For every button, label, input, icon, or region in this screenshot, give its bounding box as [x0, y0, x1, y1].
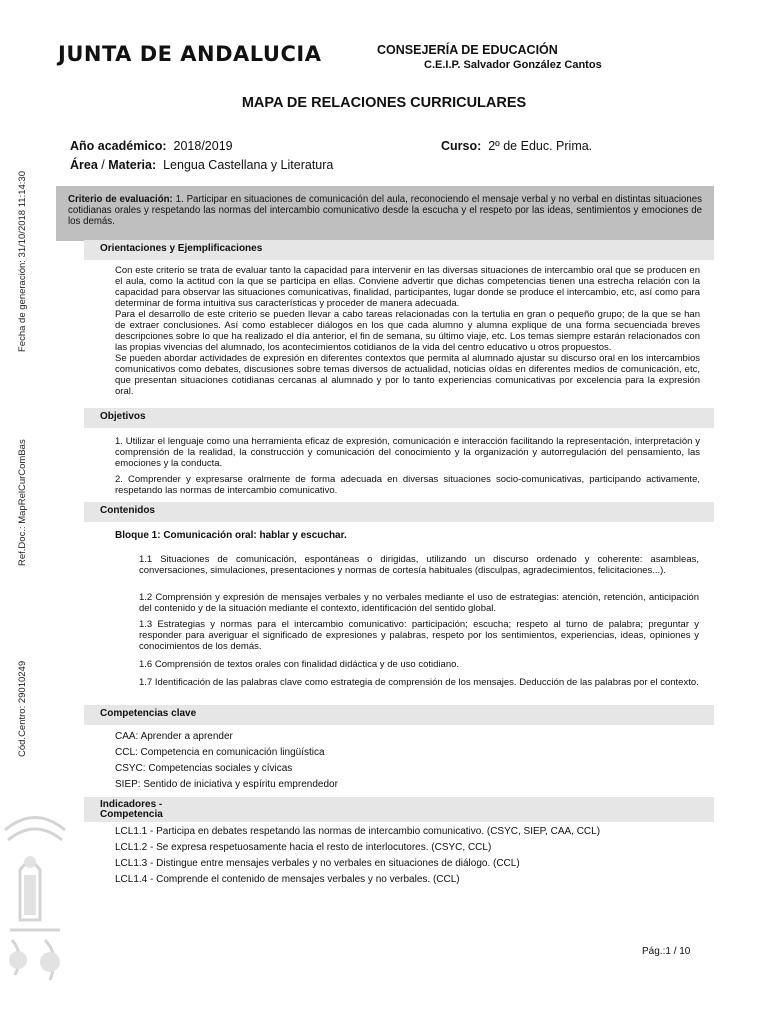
indicador-item: LCL1.4 - Comprende el contenido de mensajes verbales y no verbales. (CCL): [115, 874, 460, 885]
school-name: C.E.I.P. Salvador González Cantos: [424, 59, 602, 71]
document-reference: Ref.Doc.: MapRelCurComBas: [17, 439, 28, 566]
competencia-item: CSYC: Competencias sociales y cívicas: [115, 763, 293, 774]
objetivo-item: 2. Comprender y expresarse oralmente de forma adecuada en diversas situaciones socio-comunicativas, participando activamente, respetando las normas de intercambio comunicativo.: [115, 474, 700, 496]
area-separator: /: [97, 158, 109, 172]
course-value: 2º de Educ. Prima.: [488, 139, 593, 153]
competencia-item: CCL: Competencia en comunicación lingüística: [115, 747, 325, 758]
contenido-item: 1.6 Comprensión de textos orales con finalidad didáctica y de uso cotidiano.: [139, 659, 460, 670]
criterio-text: 1. Participar en situaciones de comunicación del aula, reconociendo el mensaje verbal y no verbal en distintas situaciones cotidianas orales y respetando las normas del intercambio comunicativo desde la escucha y el respeto por las ideas, sentimientos y emociones de los demás.: [68, 194, 702, 227]
area-value: Lengua Castellana y Literatura: [163, 158, 334, 172]
indicadores-heading-line: Competencia: [100, 809, 163, 820]
orientaciones-paragraph: Con este criterio se trata de evaluar tanto la capacidad para intervenir en las diversas situaciones de intercambio oral que se producen en el aula, como la actitud con la que se participa en ellas. Conviene advertir que dichas competencias tienen una estrecha relación con la capacidad para observar las situaciones comunicativas, finalidad, participantes, lugar donde se produce el intercambio, etc, así como para determinar de forma intuitiva sus características y proceder de manera adecuada.: [115, 265, 700, 309]
indicadores-heading-line: Indicadores -: [100, 799, 163, 810]
area-materia: [70, 158, 333, 172]
orientaciones-paragraph: Para el desarrollo de este criterio se pueden llevar a cabo tareas relacionadas con la tertulia en gran o pequeño grupo; de la que se han de extraer conclusiones. Así como establecer diálogos en los que cada alumno y alumna explique de una forma secuenciada breves descripciones sobre lo que ha realizado el día anterior, el fin de semana, su último viaje, etc. Los temas siempre estarán relacionados con las propias vivencias del alumnado, los acontecimientos cotidianos de la vida del centro educativo u otros propuestos.: [115, 309, 700, 353]
course: [441, 139, 592, 153]
academic-year-label: Año académico:: [70, 139, 167, 153]
academic-year: [70, 139, 233, 153]
andalucia-seal-watermark: [0, 800, 70, 1000]
page-number: Pág.:1 / 10: [642, 946, 691, 957]
contenido-item: 1.3 Estrategias y normas para el intercambio comunicativo: participación; escucha; respeto al turno de palabra; preguntar y responder para averiguar el significado de expresiones y palabras, respeto por los sentimientos, experiencias, ideas, opiniones y conocimientos de los demás.: [139, 619, 699, 652]
objetivo-item: 1. Utilizar el lenguaje como una herramienta eficaz de expresión, comunicación e interacción facilitando la representación, interpretación y comprensión de la realidad, la construcción y comunicación del conocimiento y la organización y autorregulación del pensamiento, las emociones y la conducta.: [115, 436, 700, 469]
contenido-item: 1.2 Comprensión y expresión de mensajes verbales y no verbales mediante el uso de estrategias: atención, retención, anticipación del contenido y de la situación mediante el contexto, identificación del sentido global.: [139, 592, 699, 614]
orientaciones-body: [115, 265, 700, 397]
course-label: Curso:: [441, 139, 482, 153]
competencia-item: CAA: Aprender a aprender: [115, 731, 233, 742]
generation-date: Fecha de generación: 31/10/2018 11:14:30: [17, 171, 28, 352]
materia-label: Materia:: [108, 158, 157, 172]
center-code: Cód.Centro: 29010249: [17, 660, 28, 757]
contenido-item: 1.7 Identificación de las palabras clave como estrategia de comprensión de los mensajes. Deducción de las palabras por el contexto.: [139, 677, 699, 688]
department-name: CONSEJERÍA DE EDUCACIÓN: [377, 43, 558, 57]
orientaciones-paragraph: Se pueden abordar actividades de expresión en diferentes contextos que permita al alumnado ajustar su discurso oral en los intercambios comunicativos como debates, discusiones sobre temas diversos de actualidad, noticias oídas en diferentes medios de comunicación, etc, que presentan situaciones cotidianas cercanas al alumnado y por lo tanto experiencias comunicativas por excelencia para la expresión oral.: [115, 353, 700, 397]
area-label: Área: [70, 158, 98, 172]
criterio-box: [56, 186, 714, 241]
document-title: MAPA DE RELACIONES CURRICULARES: [241, 95, 527, 111]
indicadores-heading: [84, 797, 714, 822]
contenido-item: 1.1 Situaciones de comunicación, espontáneas o dirigidas, utilizando un discurso ordenado y coherente: asambleas, conversaciones, simulaciones, presentaciones y normas de cortesía habituales (disculpas, agradecimientos, felicitaciones...).: [139, 554, 699, 576]
indicador-item: LCL1.3 - Distingue entre mensajes verbales y no verbales en situaciones de diálogo. (CCL): [115, 858, 520, 869]
indicador-item: LCL1.1 - Participa en debates respetando las normas de intercambio comunicativo. (CSYC, SIEP, CAA, CCL): [115, 826, 601, 837]
contenidos-heading: Contenidos: [84, 502, 714, 522]
indicador-item: LCL1.2 - Se expresa respetuosamente hacia el resto de interlocutores. (CSYC, CCL): [115, 842, 492, 853]
objetivos-heading: Objetivos: [84, 408, 714, 428]
competencia-item: SIEP: Sentido de iniciativa y espíritu emprendedor: [115, 779, 338, 790]
bloque-title: Bloque 1: Comunicación oral: hablar y escuchar.: [115, 530, 347, 541]
competencias-heading: Competencias clave: [84, 705, 714, 725]
criterio-label: Criterio de evaluación:: [68, 194, 173, 205]
orientaciones-heading: Orientaciones y Ejemplificaciones: [84, 240, 714, 260]
academic-year-value: 2018/2019: [173, 139, 233, 153]
junta-logo: JUNTA DE ANDALUCIA: [58, 42, 322, 66]
